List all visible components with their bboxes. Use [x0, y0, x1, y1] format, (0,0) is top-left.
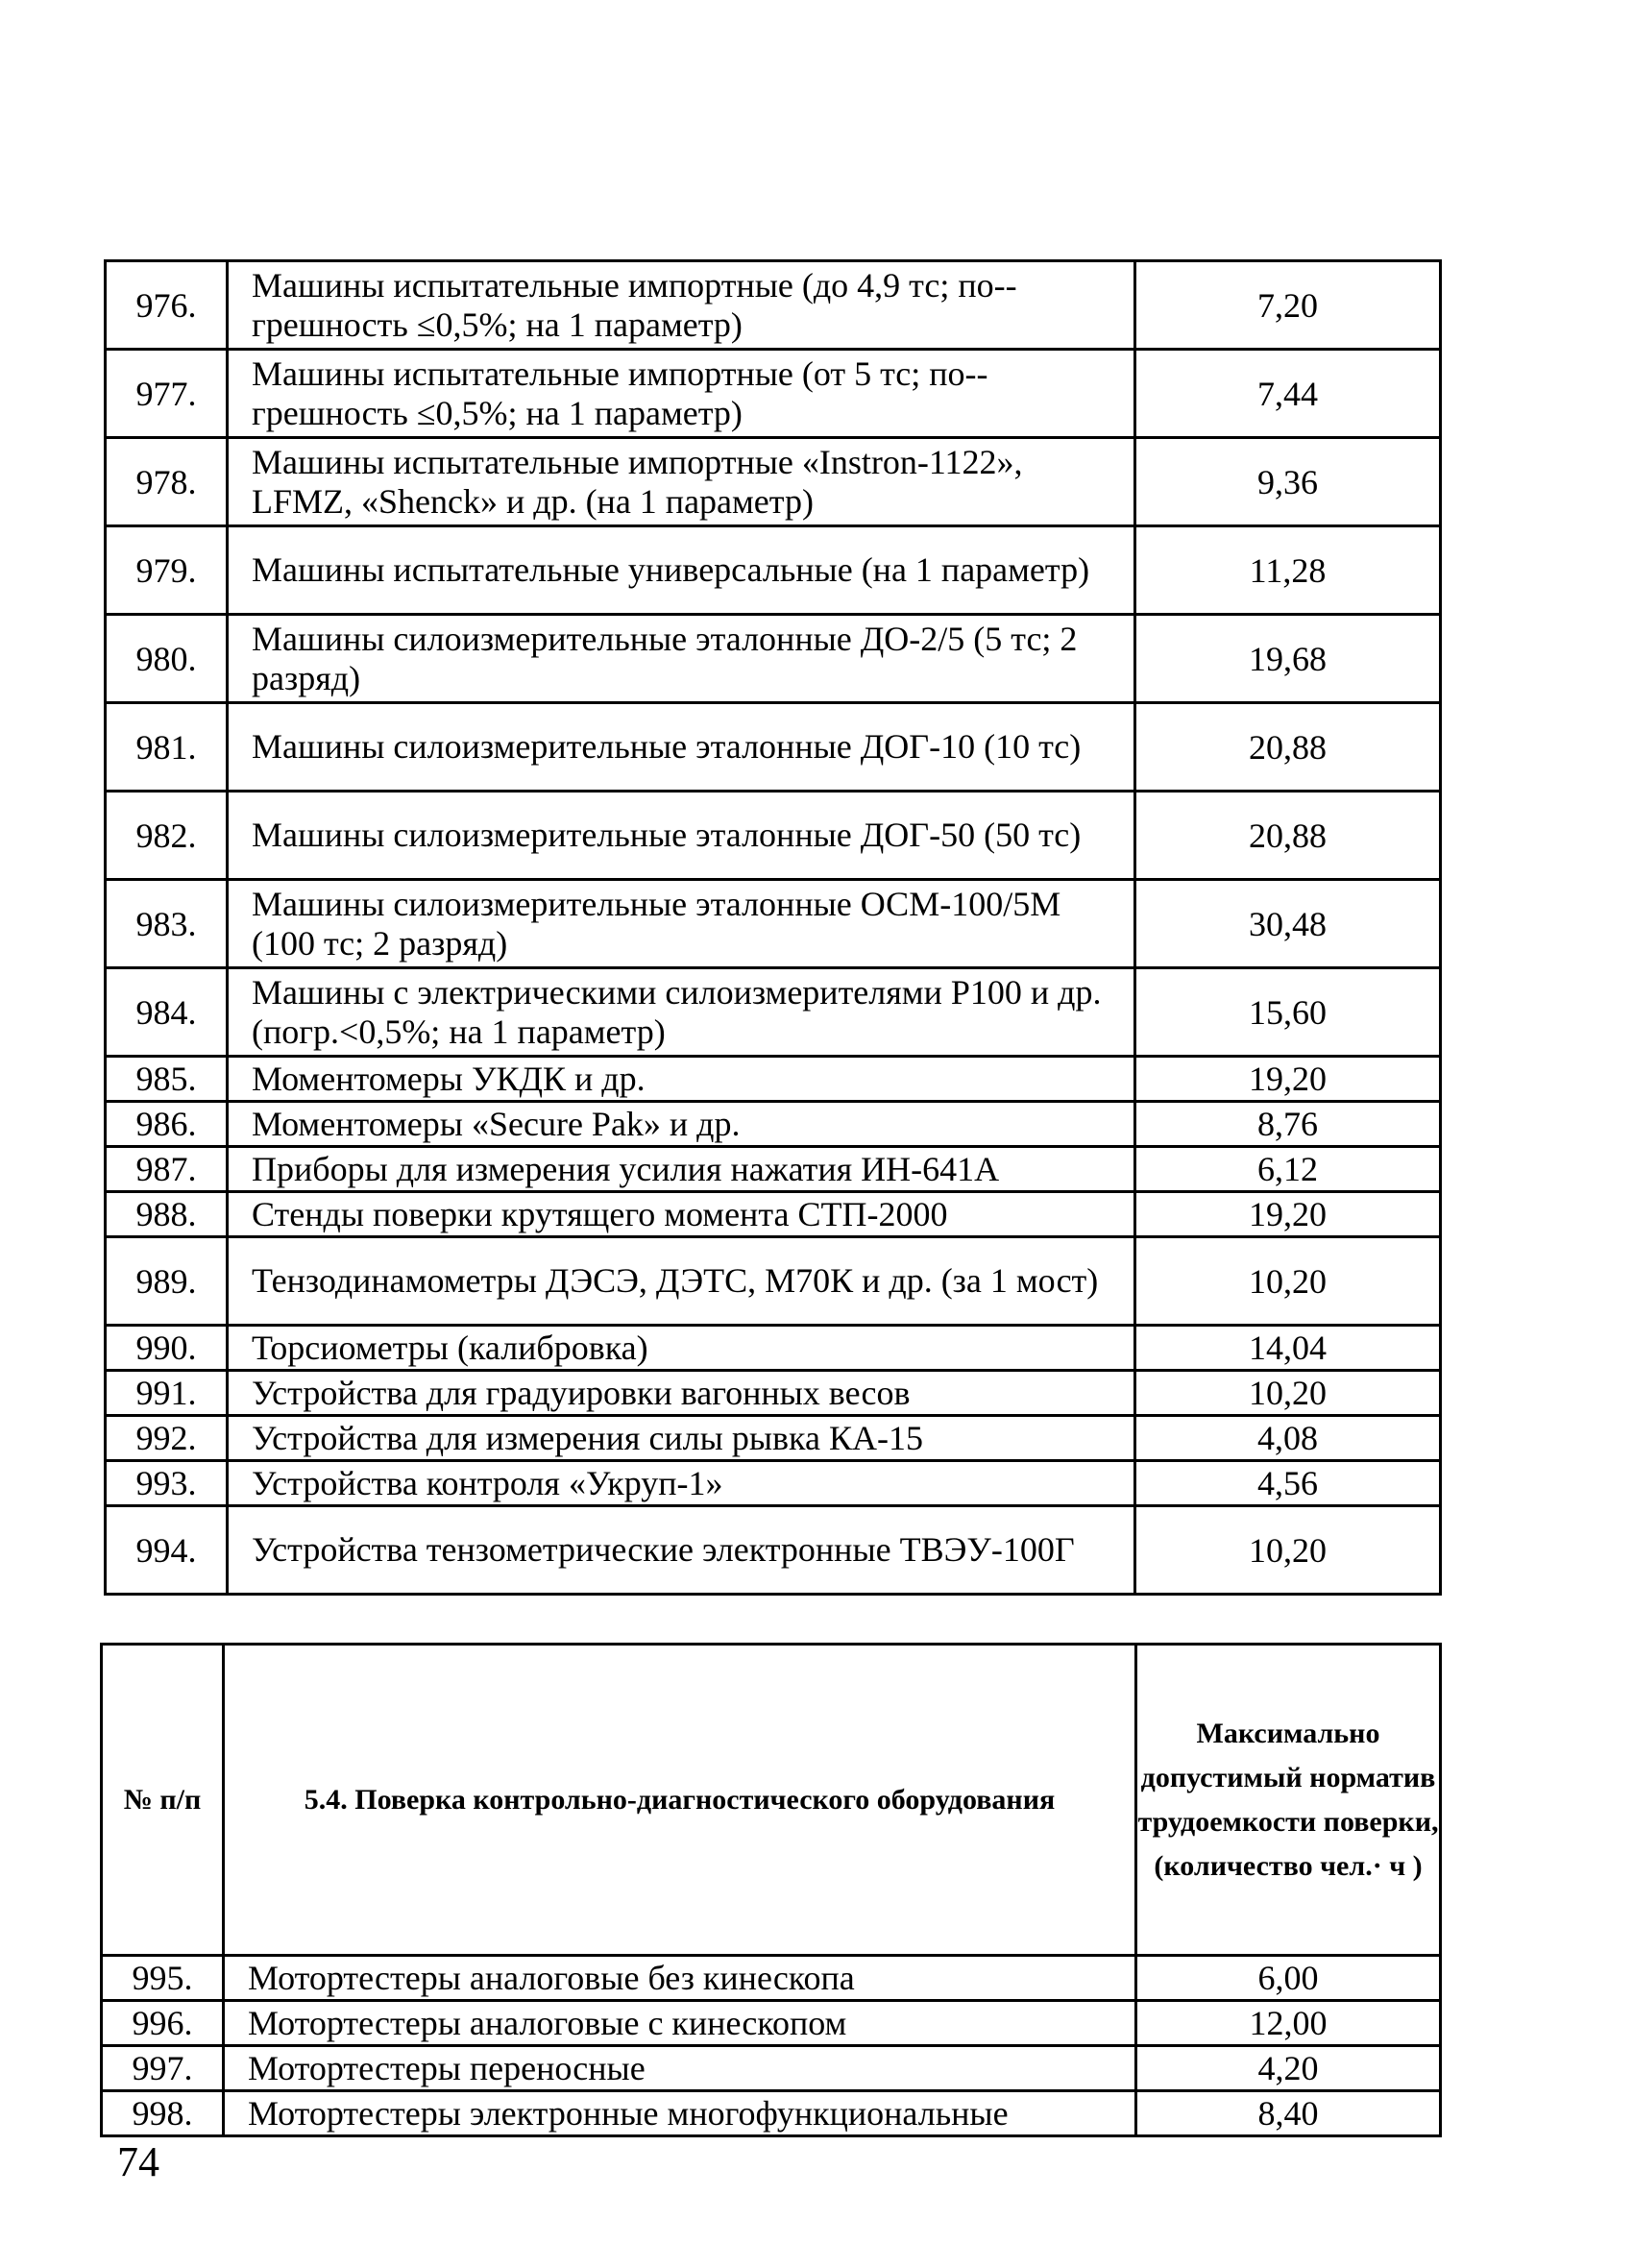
row-norm-value: 10,20: [1135, 1371, 1441, 1416]
row-norm-value: 20,88: [1135, 703, 1441, 792]
row-number: 997.: [102, 2046, 224, 2091]
row-number: 988.: [106, 1192, 228, 1237]
row-norm-value: 8,40: [1136, 2091, 1441, 2136]
row-norm-value: 9,36: [1135, 438, 1441, 526]
row-number: 992.: [106, 1416, 228, 1461]
row-number: 978.: [106, 438, 228, 526]
row-number: 981.: [106, 703, 228, 792]
table-row: [102, 2001, 1441, 2046]
row-norm-value: 20,88: [1135, 792, 1441, 880]
row-number: 995.: [102, 1956, 224, 2001]
table-row: [106, 1237, 1441, 1326]
table-row: [106, 1102, 1441, 1147]
row-norm-value: 19,68: [1135, 615, 1441, 703]
table-row: [106, 1192, 1441, 1237]
row-number: 996.: [102, 2001, 224, 2046]
row-description: Моментомеры УКДК и др.: [228, 1057, 1135, 1102]
row-description: Устройства тензометрические электронные ТВЭУ-100Г: [228, 1506, 1135, 1595]
table-row: [106, 438, 1441, 526]
row-number: 993.: [106, 1461, 228, 1506]
row-norm-value: 30,48: [1135, 880, 1441, 968]
row-norm-value: 15,60: [1135, 968, 1441, 1057]
table-row: [106, 261, 1441, 350]
row-number: 983.: [106, 880, 228, 968]
table-row: [106, 526, 1441, 615]
row-description: Машины силоизмерительные эталонные ОСМ-100/5М (100 тс; 2 разряд): [228, 880, 1135, 968]
row-norm-value: 8,76: [1135, 1102, 1441, 1147]
row-number: 985.: [106, 1057, 228, 1102]
row-description: Машины испытательные импортные (от 5 тс; по-грешность ≤0,5%; на 1 параметр): [228, 350, 1135, 438]
row-description: Мотортестеры аналоговые без кинескопа: [224, 1956, 1136, 2001]
row-number: 976.: [106, 261, 228, 350]
row-number: 994.: [106, 1506, 228, 1595]
table-row: [106, 350, 1441, 438]
row-number: 989.: [106, 1237, 228, 1326]
row-norm-value: 7,20: [1135, 261, 1441, 350]
row-number: 991.: [106, 1371, 228, 1416]
row-description: Машины испытательные универсальные (на 1 параметр): [228, 526, 1135, 615]
row-norm-value: 6,12: [1135, 1147, 1441, 1192]
table-header-row: [102, 1645, 1441, 1956]
table-row: [106, 968, 1441, 1057]
table-row: [106, 1326, 1441, 1371]
section-5-4-table: [100, 1643, 1442, 2137]
table-row: [102, 2091, 1441, 2136]
row-norm-value: 4,08: [1135, 1416, 1441, 1461]
row-description: Мотортестеры переносные: [224, 2046, 1136, 2091]
row-description: Машины силоизмерительные эталонные ДОГ-50 (50 тс): [228, 792, 1135, 880]
row-description: Устройства контроля «Укруп-1»: [228, 1461, 1135, 1506]
row-description: Приборы для измерения усилия нажатия ИН-641А: [228, 1147, 1135, 1192]
row-description: Моментомеры «Secure Pak» и др.: [228, 1102, 1135, 1147]
row-norm-value: 4,20: [1136, 2046, 1441, 2091]
row-norm-value: 10,20: [1135, 1506, 1441, 1595]
row-description: Тензодинамометры ДЭСЭ, ДЭТС, М70К и др. (за 1 мост): [228, 1237, 1135, 1326]
row-norm-value: 10,20: [1135, 1237, 1441, 1326]
table-row: [106, 703, 1441, 792]
table-row: [106, 1506, 1441, 1595]
header-number-cell: № п/п: [102, 1645, 224, 1956]
row-number: 987.: [106, 1147, 228, 1192]
row-description: Стенды поверки крутящего момента СТП-2000: [228, 1192, 1135, 1237]
header-section-title: 5.4. Поверка контрольно-диагностического оборудования: [224, 1645, 1136, 1956]
row-number: 979.: [106, 526, 228, 615]
row-description: Торсиометры (калибровка): [228, 1326, 1135, 1371]
row-norm-value: 19,20: [1135, 1192, 1441, 1237]
section-table-body: [102, 1645, 1441, 2136]
row-number: 980.: [106, 615, 228, 703]
table-row: [102, 2046, 1441, 2091]
table-row: [106, 615, 1441, 703]
table-row: [106, 1371, 1441, 1416]
row-norm-value: 4,56: [1135, 1461, 1441, 1506]
row-description: Устройства для измерения силы рывка КА-15: [228, 1416, 1135, 1461]
row-norm-value: 14,04: [1135, 1326, 1441, 1371]
norms-table-body: [106, 261, 1441, 1595]
row-norm-value: 12,00: [1136, 2001, 1441, 2046]
row-description: Мотортестеры электронные многофункциональные: [224, 2091, 1136, 2136]
row-norm-value: 11,28: [1135, 526, 1441, 615]
row-description: Машины испытательные импортные «Instron-1122», LFMZ, «Shenck» и др. (на 1 параметр): [228, 438, 1135, 526]
row-description: Устройства для градуировки вагонных весов: [228, 1371, 1135, 1416]
row-description: Машины силоизмерительные эталонные ДО-2/5 (5 тс; 2 разряд): [228, 615, 1135, 703]
row-norm-value: 6,00: [1136, 1956, 1441, 2001]
row-number: 984.: [106, 968, 228, 1057]
table-row: [106, 880, 1441, 968]
row-description: Мотортестеры аналоговые с кинескопом: [224, 2001, 1136, 2046]
row-number: 982.: [106, 792, 228, 880]
row-number: 977.: [106, 350, 228, 438]
row-norm-value: 7,44: [1135, 350, 1441, 438]
table-row: [106, 1416, 1441, 1461]
row-number: 998.: [102, 2091, 224, 2136]
row-description: Машины испытательные импортные (до 4,9 тс; по-грешность ≤0,5%; на 1 параметр): [228, 261, 1135, 350]
table-row: [102, 1956, 1441, 2001]
table-row: [106, 1461, 1441, 1506]
norms-table-continued: [104, 259, 1442, 1596]
row-description: Машины силоизмерительные эталонные ДОГ-10 (10 тс): [228, 703, 1135, 792]
table-row: [106, 1147, 1441, 1192]
row-number: 986.: [106, 1102, 228, 1147]
row-description: Машины с электрическими силоизмерителями Р100 и др. (погр.<0,5%; на 1 параметр): [228, 968, 1135, 1057]
row-number: 990.: [106, 1326, 228, 1371]
table-row: [106, 1057, 1441, 1102]
header-norm-cell: Максимально допустимый норматив трудоемкости поверки, (количество чел.· ч ): [1136, 1645, 1441, 1956]
page-number: 74: [117, 2138, 159, 2185]
row-norm-value: 19,20: [1135, 1057, 1441, 1102]
table-row: [106, 792, 1441, 880]
